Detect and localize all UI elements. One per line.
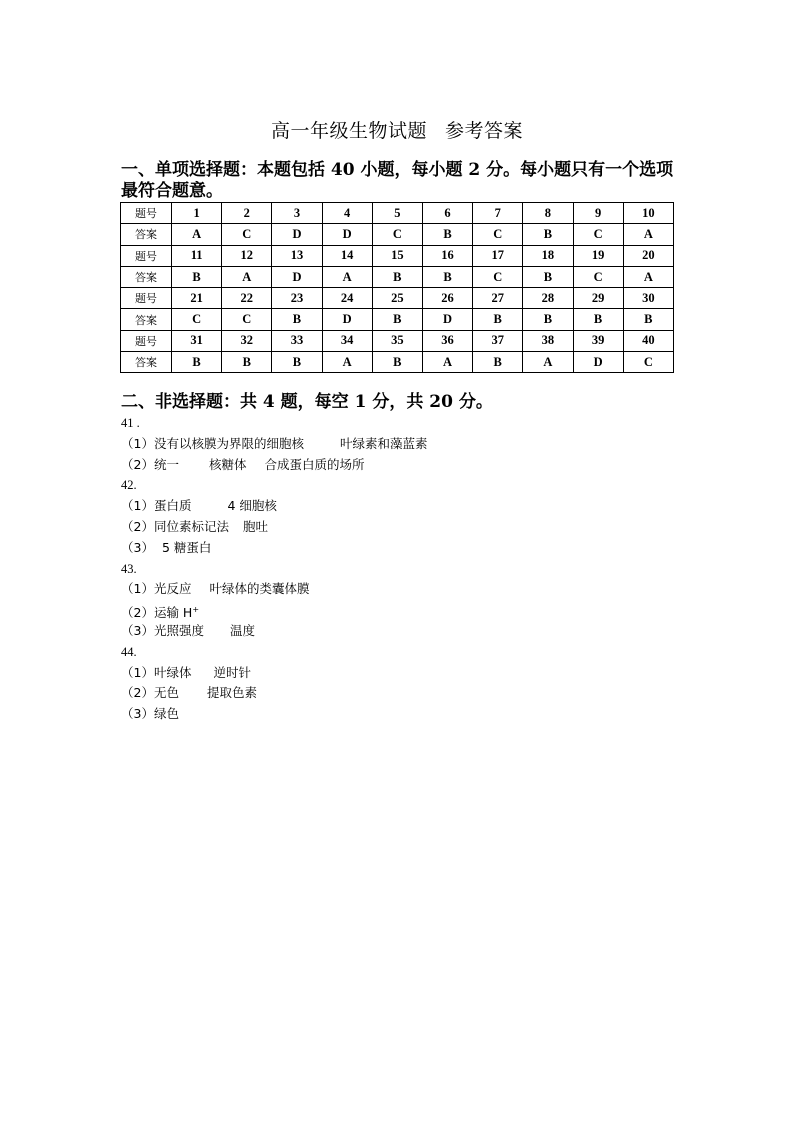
section2-heading: 二、非选择题：共 4 题，每空 1 分，共 20 分。	[121, 392, 493, 412]
item-label: （1）	[121, 498, 154, 514]
page-title	[0, 116, 794, 143]
item-label: （2）	[121, 518, 154, 534]
item-label: （3）	[121, 706, 154, 722]
question-number: 31	[172, 330, 222, 351]
answer-cell: B	[172, 266, 222, 287]
answer-cell: D	[322, 309, 372, 330]
table-row-answers	[121, 266, 674, 287]
answer-cell: C	[222, 309, 272, 330]
answer-cell: B	[573, 309, 623, 330]
answer-cell: A	[222, 266, 272, 287]
answer-table	[120, 202, 674, 373]
answer-cell: B	[422, 266, 472, 287]
question-number: 19	[573, 245, 623, 266]
answer-cell: C	[473, 266, 523, 287]
question-number: 44.	[121, 644, 137, 659]
answer-text: 同位素标记法	[153, 518, 229, 534]
answer-text: 光照强度	[153, 622, 204, 638]
answer-text: 核糖体	[208, 456, 247, 472]
answer-text: 统一	[153, 456, 179, 472]
question-number: 6	[422, 203, 472, 224]
question-number: 3	[272, 203, 322, 224]
question-number: 12	[222, 245, 272, 266]
question-number: 18	[523, 245, 573, 266]
question-number: 24	[322, 288, 372, 309]
question-number: 38	[523, 330, 573, 351]
answer-cell: B	[473, 309, 523, 330]
answer-cell: C	[172, 309, 222, 330]
answer-cell: D	[322, 224, 372, 245]
table-row-numbers	[121, 288, 674, 309]
table-row-numbers	[121, 330, 674, 351]
question-number: 29	[573, 288, 623, 309]
question-number: 20	[623, 245, 673, 266]
answer-line	[121, 663, 681, 684]
item-label: （3）	[121, 539, 154, 555]
answer-cell: B	[623, 309, 673, 330]
table-row-answers	[121, 309, 674, 330]
answer-cell: B	[372, 352, 422, 373]
answer-text: 4 细胞核	[227, 498, 277, 514]
answer-cell: B	[372, 266, 422, 287]
question-number: 7	[473, 203, 523, 224]
answer-cell: B	[523, 224, 573, 245]
answer-text: 合成蛋白质的场所	[264, 456, 365, 472]
answer-text: 胞吐	[242, 518, 268, 534]
answer-cell: B	[473, 352, 523, 373]
answer-line	[121, 538, 681, 559]
question-number: 13	[272, 245, 322, 266]
answer-cell: A	[623, 266, 673, 287]
row-label: 答案	[121, 309, 172, 330]
answer-cell: D	[272, 224, 322, 245]
question-number: 10	[623, 203, 673, 224]
item-label: （2）	[121, 456, 154, 472]
question-number: 27	[473, 288, 523, 309]
question-number: 34	[322, 330, 372, 351]
superscript: +	[192, 605, 200, 615]
answer-text: 叶绿体	[153, 664, 192, 680]
answer-cell: A	[322, 352, 372, 373]
question-number: 22	[222, 288, 272, 309]
item-label: （3）	[121, 622, 154, 638]
question-number: 40	[623, 330, 673, 351]
answer-cell: B	[272, 352, 322, 373]
question-number: 8	[523, 203, 573, 224]
row-label: 答案	[121, 352, 172, 373]
answer-cell: C	[573, 266, 623, 287]
short-answers	[121, 413, 681, 725]
section1-heading: 一、单项选择题：本题包括 40 小题，每小题 2 分。每小题只有一个选项最符合题意。	[121, 160, 674, 201]
question-number: 11	[172, 245, 222, 266]
item-label: （2）	[121, 685, 154, 701]
answer-line	[121, 621, 681, 642]
answer-line	[121, 683, 681, 704]
question-number: 4	[322, 203, 372, 224]
question-number: 5	[372, 203, 422, 224]
answer-cell: D	[422, 309, 472, 330]
item-label: （1）	[121, 581, 154, 597]
answer-text: 没有以核膜为界限的细胞核	[153, 435, 304, 451]
question-number: 21	[172, 288, 222, 309]
question-number: 16	[422, 245, 472, 266]
answer-text: 光反应	[153, 581, 192, 597]
answer-cell: A	[523, 352, 573, 373]
answer-cell: B	[222, 352, 272, 373]
answer-text: 提取色素	[206, 685, 257, 701]
answer-cell: D	[272, 266, 322, 287]
question-number: 37	[473, 330, 523, 351]
question-number: 1	[172, 203, 222, 224]
answer-cell: A	[623, 224, 673, 245]
title-main: 高一年级生物试题	[270, 120, 427, 142]
item-label: （1）	[121, 664, 154, 680]
answer-line	[121, 579, 681, 600]
answer-cell: B	[172, 352, 222, 373]
question-number: 14	[322, 245, 372, 266]
row-label: 题号	[121, 203, 172, 224]
question-number: 25	[372, 288, 422, 309]
table-row-numbers	[121, 203, 674, 224]
answer-cell: A	[322, 266, 372, 287]
item-label: （1）	[121, 435, 154, 451]
answer-cell: C	[222, 224, 272, 245]
table-row-answers	[121, 352, 674, 373]
answer-cell: B	[422, 224, 472, 245]
question-number: 9	[573, 203, 623, 224]
question-number: 17	[473, 245, 523, 266]
answer-line	[121, 496, 681, 517]
answer-line	[121, 517, 681, 538]
question-number: 35	[372, 330, 422, 351]
answer-cell: C	[473, 224, 523, 245]
answer-cell: A	[422, 352, 472, 373]
question-number: 23	[272, 288, 322, 309]
answer-line	[121, 600, 681, 621]
answer-cell: A	[172, 224, 222, 245]
answer-cell: C	[573, 224, 623, 245]
table-row-answers	[121, 224, 674, 245]
question-number: 39	[573, 330, 623, 351]
question-number: 36	[422, 330, 472, 351]
answer-text: 绿色	[153, 706, 179, 722]
answer-text: 温度	[229, 622, 255, 638]
question-number: 30	[623, 288, 673, 309]
answer-cell: C	[623, 352, 673, 373]
answer-line	[121, 455, 681, 476]
table-row-numbers	[121, 245, 674, 266]
answer-text: 5 糖蛋白	[161, 539, 212, 555]
answer-cell: B	[523, 309, 573, 330]
answer-text: 叶绿体的类囊体膜	[209, 581, 310, 597]
answer-cell: B	[523, 266, 573, 287]
answer-text: 蛋白质	[153, 498, 192, 514]
question-number: 43.	[121, 561, 137, 576]
answer-cell: C	[372, 224, 422, 245]
title-sub: 参考答案	[445, 120, 524, 142]
row-label: 题号	[121, 330, 172, 351]
question-number: 2	[222, 203, 272, 224]
question-number: 33	[272, 330, 322, 351]
question-number: 42.	[121, 478, 137, 493]
row-label: 答案	[121, 224, 172, 245]
answer-cell: B	[372, 309, 422, 330]
answer-line	[121, 434, 681, 455]
question-number: 32	[222, 330, 272, 351]
question-number: 26	[422, 288, 472, 309]
item-label: （2）	[121, 605, 154, 621]
answer-text: 逆时针	[213, 664, 251, 680]
answer-text: 运输 H	[153, 605, 193, 621]
answer-text: 叶绿素和藻蓝素	[339, 435, 428, 451]
answer-cell: B	[272, 309, 322, 330]
row-label: 答案	[121, 266, 172, 287]
row-label: 题号	[121, 245, 172, 266]
question-number: 41 .	[121, 416, 140, 430]
answer-cell: D	[573, 352, 623, 373]
row-label: 题号	[121, 288, 172, 309]
question-number: 28	[523, 288, 573, 309]
answer-line	[121, 704, 681, 725]
answer-text: 无色	[153, 685, 179, 701]
question-number: 15	[372, 245, 422, 266]
